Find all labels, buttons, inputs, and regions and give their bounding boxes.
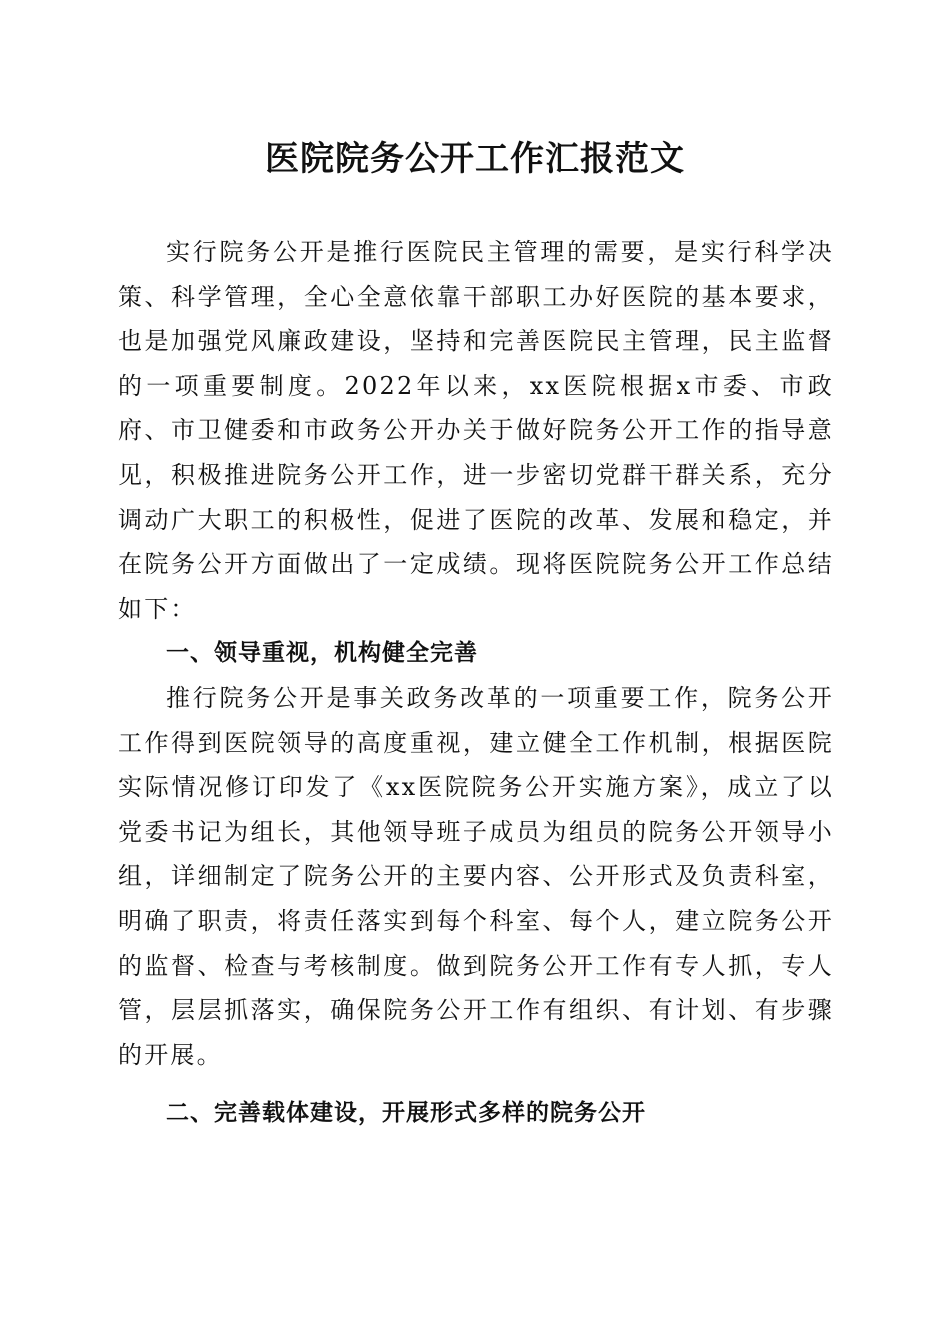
- section-1-paragraph: 推行院务公开是事关政务改革的一项重要工作，院务公开工作得到医院领导的高度重视，建立健全工作机制，根据医院实际情况修订印发了《xx医院院务公开实施方案》，成立了以党委书记为组长，其他领导班子成员为组员的院务公开领导小组，详细制定了院务公开的主要内容、公开形式及负责科室，明确了职责，将责任落实到每个科室、每个人，建立院务公开的监督、检查与考核制度。做到院务公开工作有专人抓，专人管，层层抓落实，确保院务公开工作有组织、有计划、有步骤的开展。: [118, 683, 834, 1069]
- section-1-heading: 一、领导重视，机构健全完善: [166, 640, 478, 667]
- document-title: 医院院务公开工作汇报范文: [265, 139, 685, 179]
- section-2-heading: 二、完善载体建设，开展形式多样的院务公开: [166, 1100, 646, 1127]
- document-body: [118, 230, 834, 1136]
- intro-paragraph: 实行院务公开是推行医院民主管理的需要，是实行科学决策、科学管理，全心全意依靠干部职工办好医院的基本要求，也是加强党风廉政建设，坚持和完善医院民主管理，民主监督的一项重要制度。2022年以来，xx医院根据x市委、市政府、市卫健委和市政务公开办关于做好院务公开工作的指导意见，积极推进院务公开工作，进一步密切党群干群关系，充分调动广大职工的积极性，促进了医院的改革、发展和稳定，并在院务公开方面做出了一定成绩。现将医院院务公开工作总结如下：: [118, 238, 834, 623]
